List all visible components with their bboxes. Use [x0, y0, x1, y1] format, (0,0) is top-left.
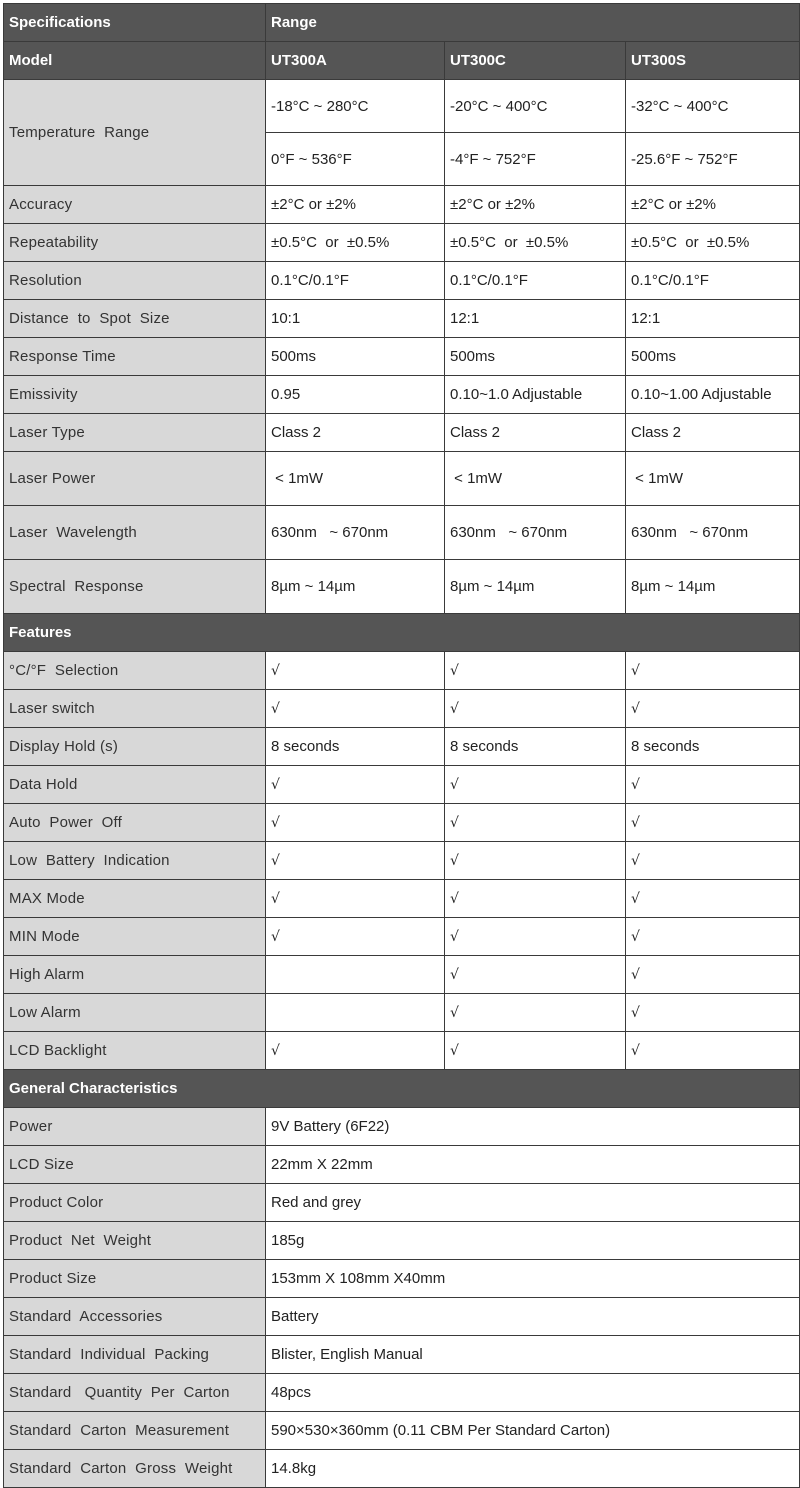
row-label: Laser Wavelength: [4, 506, 266, 560]
feature-value: [266, 956, 445, 994]
check-icon: √: [266, 690, 445, 728]
general-label: LCD Size: [4, 1146, 266, 1184]
table-header-row: [4, 4, 800, 42]
check-icon: √: [266, 652, 445, 690]
row-value: 0.1°C/0.1°F: [626, 262, 800, 300]
spec-rows-group: [4, 186, 800, 452]
general-label: Standard Individual Packing: [4, 1336, 266, 1374]
row-label: Repeatability: [4, 224, 266, 262]
row-value: 10:1: [266, 300, 445, 338]
model-label: Model: [4, 42, 266, 80]
temperature-range-row-celsius: [4, 80, 800, 133]
general-value: Blister, English Manual: [266, 1336, 800, 1374]
feature-row: [4, 690, 800, 728]
check-icon: √: [445, 804, 626, 842]
row-value: 8µm ~ 14µm: [445, 560, 626, 614]
feature-value: 8 seconds: [266, 728, 445, 766]
general-label: Product Color: [4, 1184, 266, 1222]
feature-label: Low Battery Indication: [4, 842, 266, 880]
general-row: [4, 1222, 800, 1260]
row-value: 630nm ~ 670nm: [445, 506, 626, 560]
table-row: [4, 186, 800, 224]
check-icon: √: [445, 918, 626, 956]
check-icon: √: [626, 652, 800, 690]
check-icon: √: [445, 994, 626, 1032]
row-value: 12:1: [626, 300, 800, 338]
check-icon: √: [266, 918, 445, 956]
general-row: [4, 1412, 800, 1450]
model-ut300c: UT300C: [445, 42, 626, 80]
feature-row: [4, 1032, 800, 1070]
feature-row: [4, 842, 800, 880]
table-row: [4, 338, 800, 376]
feature-row: [4, 956, 800, 994]
row-value: 0.10~1.00 Adjustable: [626, 376, 800, 414]
feature-label: High Alarm: [4, 956, 266, 994]
check-icon: √: [626, 880, 800, 918]
check-icon: √: [266, 1032, 445, 1070]
feature-row: [4, 880, 800, 918]
row-value: Class 2: [266, 414, 445, 452]
temp-celsius-ut300a: -18°C ~ 280°C: [266, 80, 445, 133]
check-icon: √: [445, 690, 626, 728]
model-ut300a: UT300A: [266, 42, 445, 80]
general-label: Standard Quantity Per Carton: [4, 1374, 266, 1412]
general-value: 185g: [266, 1222, 800, 1260]
feature-rows-group: [4, 652, 800, 1070]
row-value: ±0.5°C or ±0.5%: [266, 224, 445, 262]
check-icon: √: [266, 766, 445, 804]
feature-row: [4, 728, 800, 766]
general-value: 48pcs: [266, 1374, 800, 1412]
feature-label: Data Hold: [4, 766, 266, 804]
table-row: [4, 506, 800, 560]
row-value: ±2°C or ±2%: [445, 186, 626, 224]
row-value: < 1mW: [266, 452, 445, 506]
check-icon: √: [626, 766, 800, 804]
general-row: [4, 1146, 800, 1184]
row-label: Distance to Spot Size: [4, 300, 266, 338]
feature-label: MAX Mode: [4, 880, 266, 918]
row-value: ±2°C or ±2%: [266, 186, 445, 224]
check-icon: √: [626, 994, 800, 1032]
general-value: Red and grey: [266, 1184, 800, 1222]
general-label: Product Net Weight: [4, 1222, 266, 1260]
general-title: General Characteristics: [4, 1070, 800, 1108]
general-label: Standard Carton Gross Weight: [4, 1450, 266, 1488]
general-row: [4, 1298, 800, 1336]
check-icon: √: [626, 1032, 800, 1070]
general-row: [4, 1184, 800, 1222]
feature-value: 8 seconds: [445, 728, 626, 766]
features-title: Features: [4, 614, 800, 652]
row-label: Resolution: [4, 262, 266, 300]
table-row: [4, 224, 800, 262]
row-value: 8µm ~ 14µm: [266, 560, 445, 614]
feature-label: MIN Mode: [4, 918, 266, 956]
row-value: Class 2: [445, 414, 626, 452]
general-value: 590×530×360mm (0.11 CBM Per Standard Carton): [266, 1412, 800, 1450]
general-value: Battery: [266, 1298, 800, 1336]
general-row: [4, 1450, 800, 1488]
row-label: Response Time: [4, 338, 266, 376]
temperature-range-label: Temperature Range: [4, 80, 266, 186]
temp-celsius-ut300s: -32°C ~ 400°C: [626, 80, 800, 133]
row-label: Laser Power: [4, 452, 266, 506]
feature-label: Auto Power Off: [4, 804, 266, 842]
feature-value: [266, 994, 445, 1032]
feature-label: Low Alarm: [4, 994, 266, 1032]
temp-fahrenheit-ut300c: -4°F ~ 752°F: [445, 133, 626, 186]
check-icon: √: [445, 1032, 626, 1070]
general-value: 9V Battery (6F22): [266, 1108, 800, 1146]
row-value: 500ms: [445, 338, 626, 376]
row-value: 630nm ~ 670nm: [266, 506, 445, 560]
general-row: [4, 1374, 800, 1412]
row-value: 630nm ~ 670nm: [626, 506, 800, 560]
feature-label: Display Hold (s): [4, 728, 266, 766]
row-value: 500ms: [266, 338, 445, 376]
temp-fahrenheit-ut300a: 0°F ~ 536°F: [266, 133, 445, 186]
check-icon: √: [266, 842, 445, 880]
specifications-table: [3, 3, 800, 1488]
row-value: 0.95: [266, 376, 445, 414]
features-header-row: [4, 614, 800, 652]
check-icon: √: [626, 690, 800, 728]
check-icon: √: [445, 880, 626, 918]
general-label: Standard Accessories: [4, 1298, 266, 1336]
table-row: [4, 376, 800, 414]
row-label: Spectral Response: [4, 560, 266, 614]
row-value: 0.1°C/0.1°F: [445, 262, 626, 300]
feature-value: 8 seconds: [626, 728, 800, 766]
row-value: 0.1°C/0.1°F: [266, 262, 445, 300]
check-icon: √: [445, 842, 626, 880]
row-value: ±2°C or ±2%: [626, 186, 800, 224]
table-row: [4, 560, 800, 614]
row-value: < 1mW: [626, 452, 800, 506]
row-value: 0.10~1.0 Adjustable: [445, 376, 626, 414]
row-value: 500ms: [626, 338, 800, 376]
range-header: Range: [266, 4, 800, 42]
check-icon: √: [626, 956, 800, 994]
model-row: [4, 42, 800, 80]
row-label: Emissivity: [4, 376, 266, 414]
general-value: 153mm X 108mm X40mm: [266, 1260, 800, 1298]
table-row: [4, 262, 800, 300]
temp-celsius-ut300c: -20°C ~ 400°C: [445, 80, 626, 133]
specifications-header: Specifications: [4, 4, 266, 42]
row-value: 8µm ~ 14µm: [626, 560, 800, 614]
feature-row: [4, 766, 800, 804]
check-icon: √: [626, 804, 800, 842]
row-value: 12:1: [445, 300, 626, 338]
general-value: 22mm X 22mm: [266, 1146, 800, 1184]
check-icon: √: [266, 880, 445, 918]
row-value: < 1mW: [445, 452, 626, 506]
general-label: Product Size: [4, 1260, 266, 1298]
check-icon: √: [626, 842, 800, 880]
row-value: ±0.5°C or ±0.5%: [626, 224, 800, 262]
row-value: ±0.5°C or ±0.5%: [445, 224, 626, 262]
general-value: 14.8kg: [266, 1450, 800, 1488]
general-header-row: [4, 1070, 800, 1108]
general-rows-group: [4, 1108, 800, 1488]
general-label: Standard Carton Measurement: [4, 1412, 266, 1450]
tall-rows-group: [4, 452, 800, 614]
table-row: [4, 452, 800, 506]
table-row: [4, 300, 800, 338]
feature-row: [4, 994, 800, 1032]
row-value: Class 2: [626, 414, 800, 452]
check-icon: √: [626, 918, 800, 956]
general-row: [4, 1336, 800, 1374]
check-icon: √: [266, 804, 445, 842]
general-row: [4, 1108, 800, 1146]
table-row: [4, 414, 800, 452]
temp-fahrenheit-ut300s: -25.6°F ~ 752°F: [626, 133, 800, 186]
general-row: [4, 1260, 800, 1298]
check-icon: √: [445, 956, 626, 994]
feature-label: °C/°F Selection: [4, 652, 266, 690]
check-icon: √: [445, 652, 626, 690]
feature-row: [4, 918, 800, 956]
model-ut300s: UT300S: [626, 42, 800, 80]
row-label: Laser Type: [4, 414, 266, 452]
feature-label: Laser switch: [4, 690, 266, 728]
feature-label: LCD Backlight: [4, 1032, 266, 1070]
feature-row: [4, 804, 800, 842]
general-label: Power: [4, 1108, 266, 1146]
check-icon: √: [445, 766, 626, 804]
feature-row: [4, 652, 800, 690]
row-label: Accuracy: [4, 186, 266, 224]
